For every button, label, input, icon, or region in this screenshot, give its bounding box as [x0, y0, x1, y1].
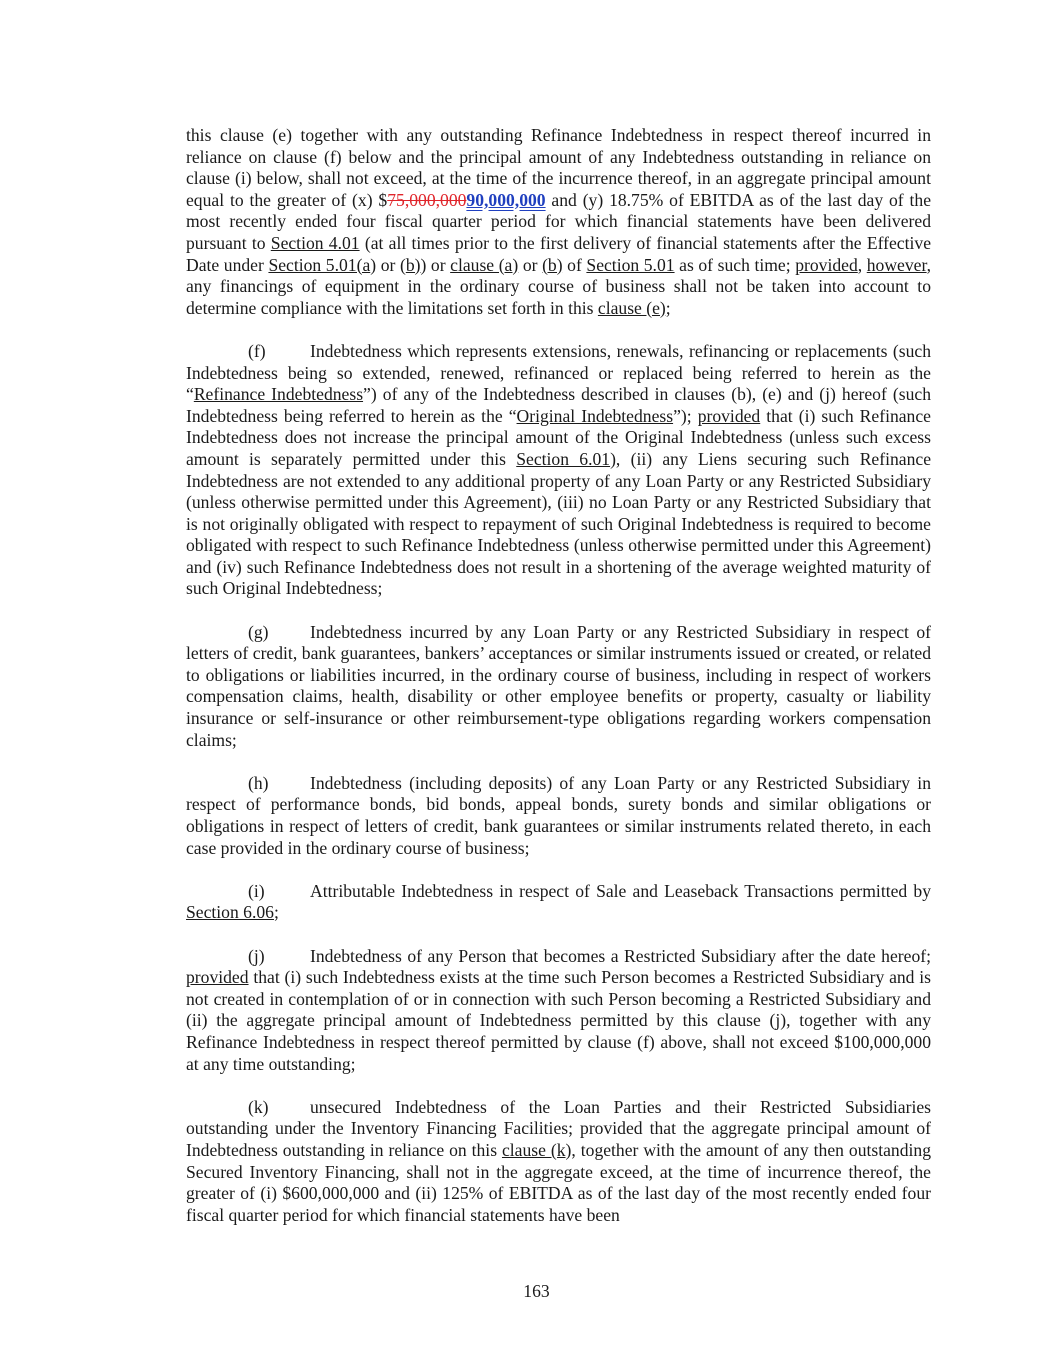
clause-e-continuation: this clause (e) together with any outstanding Refinance Indebtedness in respect thereof incurred in reliance on clause (f) below and the principal amount of any Indebtedness outstanding in reliance on clause (i) below, shall not exceed, at the time of the incurrence thereof, in an aggregate principal amount equal to the greater of (x) $75,000,00090,000,000 and (y) 18.75% of EBITDA as of the last day of the most recently ended four fiscal quarter period for which financial statements have been delivered pursuant to Section 4.01 (at all times prior to the first delivery of financial statements after the Effective Date under Section 5.01(a) or (b)) or clause (a) or (b) of Section 5.01 as of such time; provided, however, any financings of equipment in the ordinary course of business shall not be taken into account to determine compliance with the limitations set forth in this clause (e);: [186, 125, 932, 318]
section-ref: Section 6.06: [186, 902, 274, 923]
clause-i: (i) Attributable Indebtedness in respect of Sale and Leaseback Transactions permitted by Section 6.06;: [186, 880, 931, 923]
clause-ref: clause (e): [597, 297, 666, 318]
clause-j: (j) Indebtedness of any Person that becomes a Restricted Subsidiary after the date hereof; provided that (i) such Indebtedness exists at the time such Person becomes a Restricted Subsidiary and is not created in contemplation of or in connection with such Person becoming a Restricted Subsidiary and (ii) the aggregate principal amount of Indebtedness permitted by this clause (j), together with any Refinance Indebtedness in respect thereof permitted by clause (f) above, shall not exceed $100,000,000 at any time outstanding;: [186, 945, 931, 1074]
section-ref: b): [405, 254, 421, 275]
defined-term: Refinance Indebtedness: [193, 384, 364, 405]
section-ref: Section 6.01: [516, 448, 611, 469]
clause-h: (h) Indebtedness (including deposits) of any Loan Party or any Restricted Subsidiary in respect of performance bonds, bid bonds, appeal bonds, surety bonds and similar obligations or obligations in respect of letters of credit, bank guarantees or similar instruments related thereto, in each case provided in the ordinary course of business;: [186, 772, 931, 858]
defined-term: provided: [697, 405, 761, 426]
clause-label: (i): [248, 880, 265, 901]
clause-ref: clause (k),: [501, 1139, 576, 1160]
clause-label: (f): [248, 340, 266, 361]
clause-k: (k) unsecured Indebtedness of the Loan Parties and their Restricted Subsidiaries outstanding under the Inventory Financing Facilities; provided that the aggregate principal amount of Indebtedness outstanding in reliance on this clause (k), together with the amount of any then outstanding Secured Inventory Financing, shall not in the aggregate exceed, at the time of incurrence thereof, the greater of (i) $600,000,000 and (ii) 125% of EBITDA as of the last day of the most recently ended four fiscal quarter period for which financial statements have been: [186, 1096, 931, 1225]
clause-label: (k): [248, 1096, 269, 1117]
inserted-amount: 90,000,000: [466, 189, 546, 210]
clause-label: (h): [248, 772, 269, 793]
page-number: 163: [523, 1281, 550, 1301]
section-ref: Section 5.01: [586, 254, 675, 275]
clause-ref: clause (a): [450, 254, 519, 275]
clause-g: (g) Indebtedness incurred by any Loan Party or any Restricted Subsidiary in respect of letters of credit, bank guarantees, bankers’ acceptances or similar instruments issued or created, or related to obligations or liabilities incurred, in the ordinary course of business, including in respect of workers compensation claims, health, disability or other employee benefits or property, casualty or liability insurance or self-insurance or other reimbursement-type obligations regarding workers compensation claims;: [186, 621, 931, 750]
page-body: [186, 125, 931, 1248]
defined-term: provided: [186, 967, 249, 988]
clause-label: (g): [248, 621, 269, 642]
defined-term: Original Indebtedness: [516, 405, 674, 426]
defined-term: provided: [795, 254, 858, 275]
section-ref: Section 5.01(a: [268, 254, 371, 275]
section-ref: Section 4.01: [270, 232, 360, 253]
defined-term: however: [866, 254, 927, 275]
clause-label: (j): [248, 945, 265, 966]
clause-f: (f) Indebtedness which represents extensions, renewals, refinancing or replacements (such Indebtedness being so extended, renewed, refinanced or replaced being referred to herein as the “Refinance Indebtedness”) of any of the Indebtedness described in clauses (b), (e) and (j) hereof (such Indebtedness being referred to herein as the “Original Indebtedness”); provided that (i) such Refinance Indebtedness does not increase the principal amount of the Original Indebtedness (unless such excess amount is separately permitted under this Section 6.01), (ii) any Liens securing such Refinance Indebtedness are not extended to any additional property of any Loan Party or any Restricted Subsidiary (unless otherwise permitted under this Agreement), (iii) no Loan Party or any Restricted Subsidiary that is not originally obligated with respect to repayment of such Original Indebtedness is required to become obligated with respect to such Refinance Indebtedness (unless otherwise permitted under this Agreement) and (iv) such Refinance Indebtedness does not result in a shortening of the average weighted maturity of such Original Indebtedness;: [186, 340, 932, 599]
deleted-amount: 75,000,000: [387, 189, 467, 210]
clause-ref: (b): [542, 254, 563, 275]
